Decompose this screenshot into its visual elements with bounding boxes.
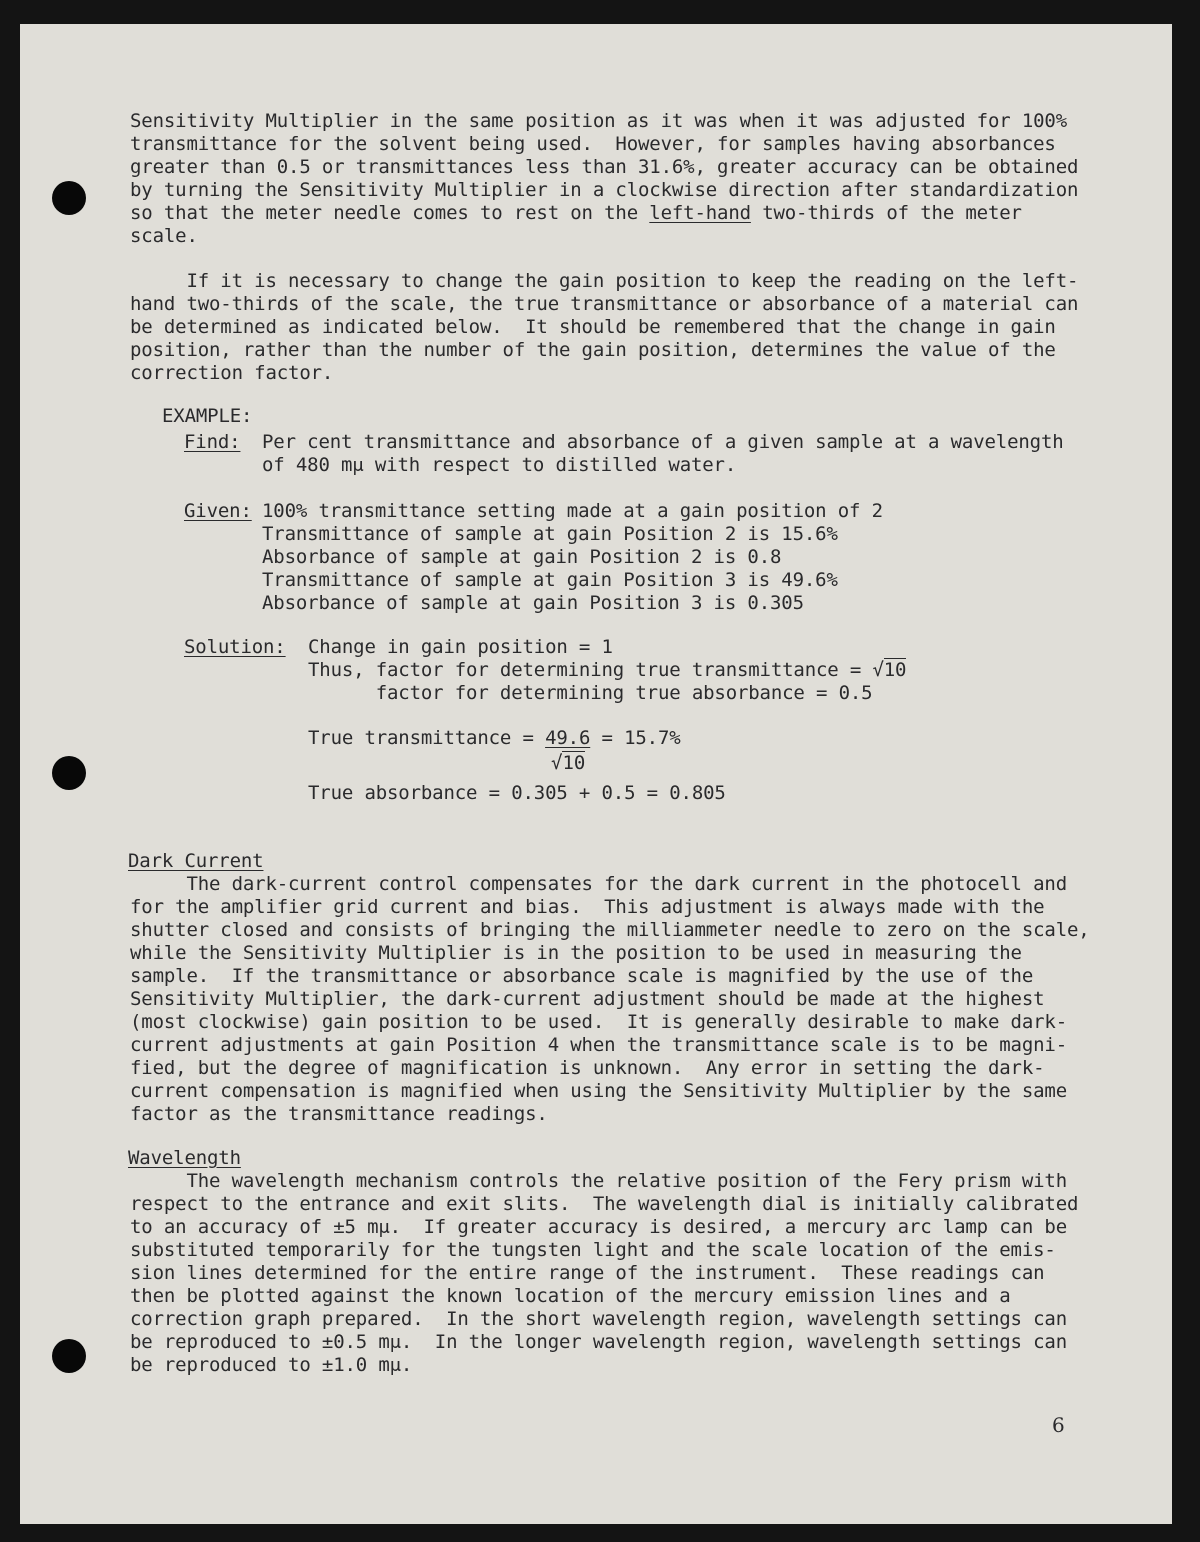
fraction-denominator: √10 xyxy=(551,752,586,774)
given-text-line: Absorbance of sample at gain Position 2 is 0.8 xyxy=(262,546,782,568)
body-text-line: sample. If the transmittance or absorbance scale is magnified by the use of the xyxy=(130,965,1034,987)
emphasis-underline: left-hand xyxy=(649,202,751,224)
find-label: Find: xyxy=(184,431,241,453)
given-text-line: Transmittance of sample at gain Position 2 is 15.6% xyxy=(262,523,838,545)
body-text-line: factor as the transmittance readings. xyxy=(130,1103,548,1125)
body-text-line: Sensitivity Multiplier, the dark-current adjustment should be made at the highest xyxy=(130,988,1045,1010)
body-text-line: be determined as indicated below. It should be remembered that the change in gain xyxy=(130,316,1056,338)
find-text-line: of 480 mμ with respect to distilled water. xyxy=(262,454,737,476)
page-number: 6 xyxy=(1052,1413,1065,1437)
body-text-line: by turning the Sensitivity Multiplier in a clockwise direction after standardization xyxy=(130,179,1079,201)
given-text-line: Transmittance of sample at gain Position 3 is 49.6% xyxy=(262,569,838,591)
section-heading-wavelength: Wavelength xyxy=(128,1147,241,1169)
punch-hole xyxy=(52,756,86,790)
body-text-line: If it is necessary to change the gain position to keep the reading on the left- xyxy=(130,270,1079,292)
find-text-line: Per cent transmittance and absorbance of a given sample at a wavelength xyxy=(262,431,1064,453)
body-text-line: transmittance for the solvent being used. However, for samples having absorbances xyxy=(130,133,1056,155)
punch-hole xyxy=(52,181,86,215)
body-text-line: be reproduced to ±1.0 mμ. xyxy=(130,1354,413,1376)
body-text-line: current compensation is magnified when using the Sensitivity Multiplier by the same xyxy=(130,1080,1067,1102)
body-text-line: current adjustments at gain Position 4 when the transmittance scale is to be magni- xyxy=(130,1034,1067,1056)
body-text-line: so that the meter needle comes to rest on the left-hand two-thirds of the meter xyxy=(130,202,1022,224)
body-text-line: sion lines determined for the entire range of the instrument. These readings can xyxy=(130,1262,1045,1284)
punch-hole xyxy=(52,1339,86,1373)
body-text-line: correction factor. xyxy=(130,362,334,384)
body-text-line: shutter closed and consists of bringing the milliammeter needle to zero on the scale, xyxy=(130,919,1090,941)
fraction-numerator: 49.6 xyxy=(545,727,591,749)
body-text-line: while the Sensitivity Multiplier is in the position to be used in measuring the xyxy=(130,942,1022,964)
body-text-line: fied, but the degree of magnification is unknown. Any error in setting the dark- xyxy=(130,1057,1045,1079)
body-text-line: respect to the entrance and exit slits. The wavelength dial is initially calibrated xyxy=(130,1193,1079,1215)
body-text-line: (most clockwise) gain position to be used. It is generally desirable to make dark- xyxy=(130,1011,1067,1033)
solution-text-line: Thus, factor for determining true transmittance = √10 xyxy=(308,659,907,681)
given-text-line: Absorbance of sample at gain Position 3 is 0.305 xyxy=(262,592,804,614)
body-text-line: position, rather than the number of the gain position, determines the value of the xyxy=(130,339,1056,361)
section-heading-dark-current: Dark Current xyxy=(128,850,264,872)
body-text-line: greater than 0.5 or transmittances less than 31.6%, greater accuracy can be obtained xyxy=(130,156,1079,178)
body-text-line: scale. xyxy=(130,225,198,247)
body-text-line: then be plotted against the known location of the mercury emission lines and a xyxy=(130,1285,1011,1307)
true-transmittance-equation: True transmittance = 49.6 = 15.7% xyxy=(308,727,681,749)
body-text-line: for the amplifier grid current and bias. This adjustment is always made with the xyxy=(130,896,1045,918)
given-text-line: 100% transmittance setting made at a gain position of 2 xyxy=(262,500,883,522)
solution-text-line: factor for determining true absorbance = 0.5 xyxy=(308,682,873,704)
body-text-line: substituted temporarily for the tungsten light and the scale location of the emis- xyxy=(130,1239,1056,1261)
body-text-line: to an accuracy of ±5 mμ. If greater accuracy is desired, a mercury arc lamp can be xyxy=(130,1216,1067,1238)
body-text-line: The dark-current control compensates for the dark current in the photocell and xyxy=(130,873,1067,895)
solution-text-line: Change in gain position = 1 xyxy=(308,636,613,658)
body-text-line: correction graph prepared. In the short wavelength region, wavelength settings can xyxy=(130,1308,1067,1330)
given-label: Given: xyxy=(184,500,252,522)
body-text-line: hand two-thirds of the scale, the true transmittance or absorbance of a material can xyxy=(130,293,1079,315)
body-text-line: The wavelength mechanism controls the relative position of the Fery prism with xyxy=(130,1170,1067,1192)
true-absorbance-equation: True absorbance = 0.305 + 0.5 = 0.805 xyxy=(308,782,726,804)
solution-label: Solution: xyxy=(184,636,286,658)
body-text-line: be reproduced to ±0.5 mμ. In the longer wavelength region, wavelength settings can xyxy=(130,1331,1067,1353)
body-text-line: Sensitivity Multiplier in the same position as it was when it was adjusted for 100% xyxy=(130,110,1067,132)
radical-overline: 10 xyxy=(883,659,907,681)
example-heading: EXAMPLE: xyxy=(162,405,253,427)
